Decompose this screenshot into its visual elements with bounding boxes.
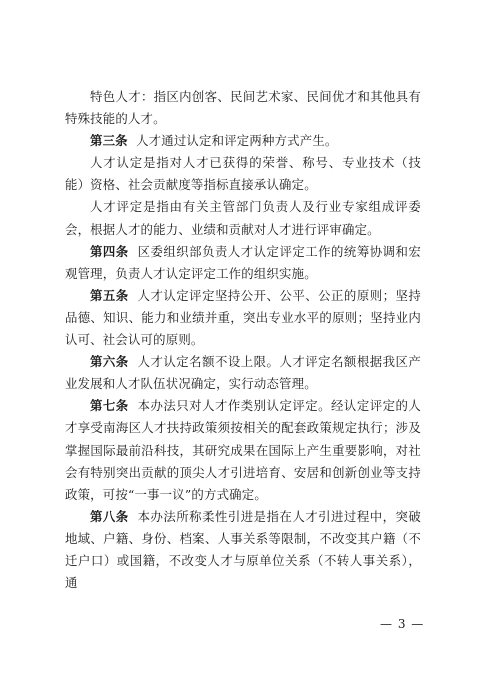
article-lead: 第三条	[90, 133, 128, 149]
article-lead: 第五条	[90, 287, 129, 303]
paragraph-article-4	[65, 241, 421, 285]
paragraph-article-8	[65, 506, 421, 594]
article-lead: 第七条	[90, 398, 129, 414]
article-lead: 第四条	[90, 243, 129, 259]
paragraph-evaluation-definition	[65, 196, 421, 240]
paragraph-recognition-definition	[65, 152, 421, 196]
paragraph-text: 人才评定是指由有关主管部门负责人及行业专家组成评委会，根据人才的能力、业绩和贡献对人才进行评审确定。	[65, 199, 421, 237]
paragraph-text: 本办法只对人才作类别认定评定。经认定评定的人才享受南海区人才扶持政策须按相关的配套政策规定执行；涉及掌握国际最前沿科技，其研究成果在国际上产生重要影响，对社会有特别突出贡献的顶尖人才引进培育、安居和创新创业等支持政策，可按“一事一议”的方式确定。	[65, 398, 421, 502]
paragraph-text: 本办法所称柔性引进是指在人才引进过程中，突破地域、户籍、身份、档案、人事关系等限制，不改变其户籍（不迁户口）或国籍，不改变人才与原单位关系（不转人事关系），通	[65, 508, 421, 591]
paragraph-text: 人才认定评定坚持公开、公平、公正的原则；坚持品德、知识、能力和业绩并重，突出专业水平的原则；坚持业内认可、社会认可的原则。	[65, 287, 421, 348]
paragraph-article-6	[65, 351, 421, 395]
document-body	[65, 86, 421, 594]
paragraph-article-7	[65, 395, 421, 505]
paragraph-special-talent	[65, 86, 421, 130]
paragraph-text: 区委组织部负责人才认定评定工作的统筹协调和宏观管理，负责人才认定评定工作的组织实施。	[65, 243, 421, 281]
article-lead: 第六条	[90, 354, 129, 370]
paragraph-article-5	[65, 285, 421, 351]
paragraph-text: 人才认定是指对人才已获得的荣誉、称号、专业技术（技能）资格、社会贡献度等指标直接承认确定。	[65, 155, 421, 193]
paragraph-text: 人才认定名额不设上限。人才评定名额根据我区产业发展和人才队伍状况确定，实行动态管理。	[65, 354, 421, 392]
paragraph-text: 特色人才：指区内创客、民间艺术家、民间优才和其他具有特殊技能的人才。	[65, 89, 421, 127]
page-number: — 3 —	[380, 617, 425, 631]
article-lead: 第八条	[90, 508, 129, 524]
paragraph-text: 人才通过认定和评定两种方式产生。	[136, 133, 338, 149]
paragraph-article-3	[65, 130, 421, 152]
